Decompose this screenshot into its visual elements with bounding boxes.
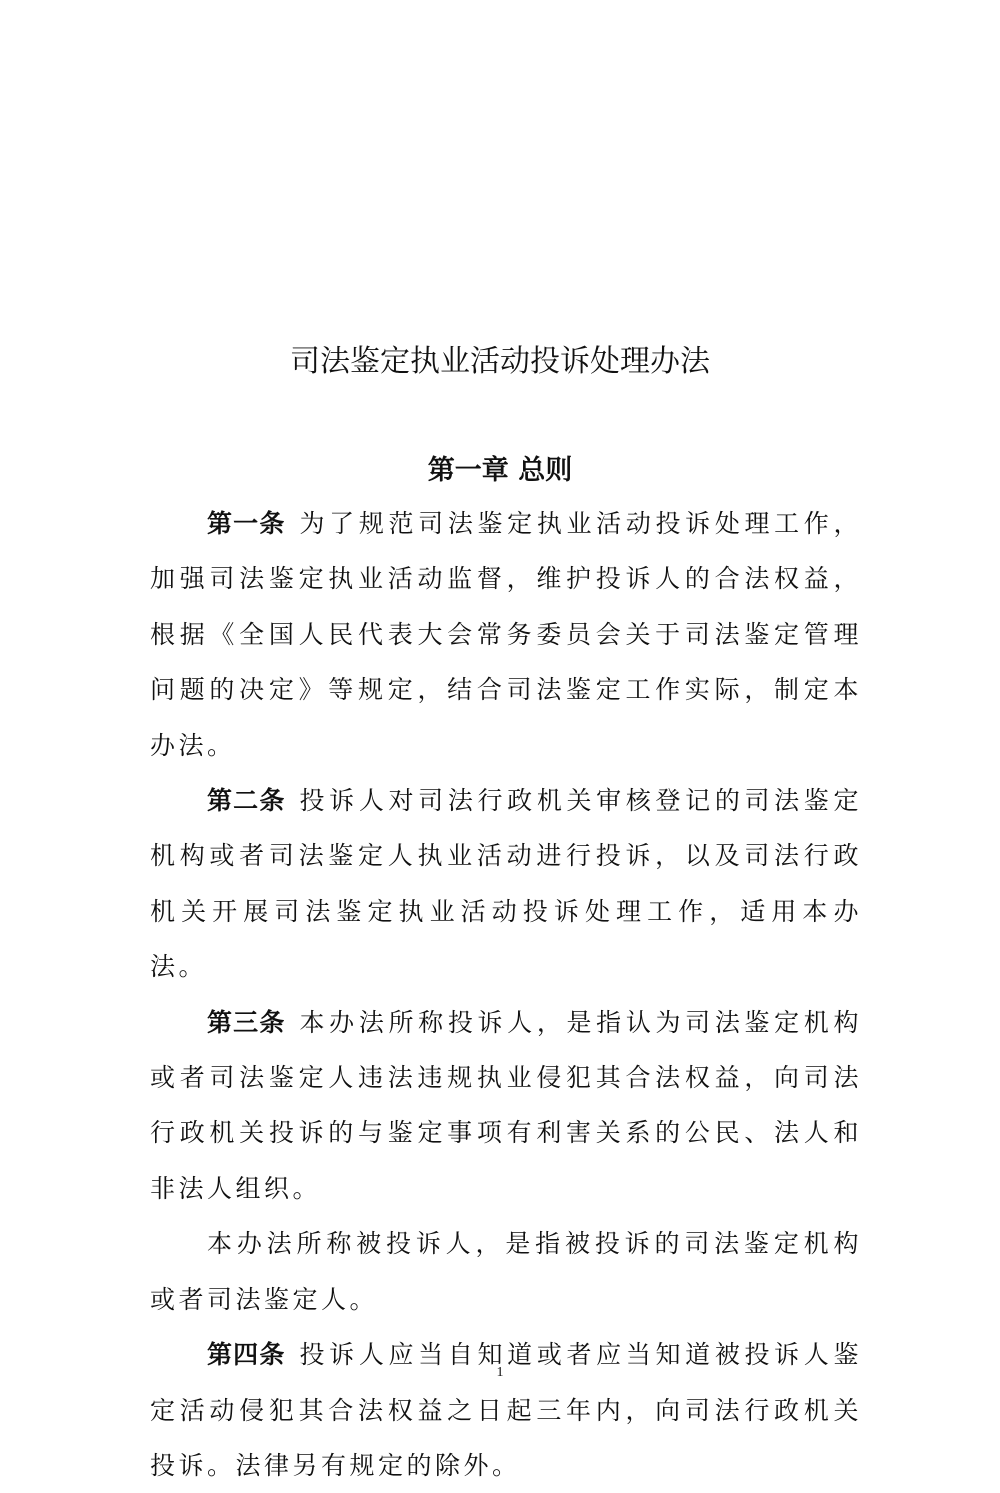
- document-title: 司法鉴定执业活动投诉处理办法: [290, 344, 710, 379]
- article-text: 投诉人对司法行政机关审核登记的司法鉴定机构或者司法鉴定人执业活动进行投诉，以及司法行政机关开展司法鉴定执业活动投诉处理工作，适用本办法。: [150, 786, 862, 982]
- article-number: 第二条: [207, 786, 286, 816]
- article-number: 第一条: [207, 509, 286, 538]
- chapter-heading: 第一章 总则: [427, 455, 573, 486]
- article-number: 第三条: [207, 1007, 286, 1037]
- article-paragraph: [150, 773, 862, 995]
- article-text: 本办法所称被投诉人，是指被投诉的司法鉴定机构或者司法鉴定人。: [150, 1229, 862, 1314]
- article-text: 为了规范司法鉴定执业活动投诉处理工作，加强司法鉴定执业活动监督，维护投诉人的合法权益，根据《全国人民代表大会常务委员会关于司法鉴定管理问题的决定》等规定，结合司法鉴定工作实际，制定本办法。: [150, 509, 862, 760]
- article-paragraph: [150, 496, 862, 773]
- article-number: 第四条: [207, 1340, 286, 1370]
- document-body: [150, 496, 862, 1493]
- continuation-paragraph: [150, 1216, 862, 1327]
- article-text: 本办法所称投诉人，是指认为司法鉴定机构或者司法鉴定人违法违规执业侵犯其合法权益，向司法行政机关投诉的与鉴定事项有利害关系的公民、法人和非法人组织。: [150, 1007, 862, 1203]
- article-paragraph: [150, 1327, 862, 1493]
- page-number: 1: [496, 1365, 504, 1380]
- article-paragraph: [150, 995, 862, 1217]
- article-text: 投诉人应当自知道或者应当知道被投诉人鉴定活动侵犯其合法权益之日起三年内，向司法行政机关投诉。法律另有规定的除外。: [150, 1340, 862, 1480]
